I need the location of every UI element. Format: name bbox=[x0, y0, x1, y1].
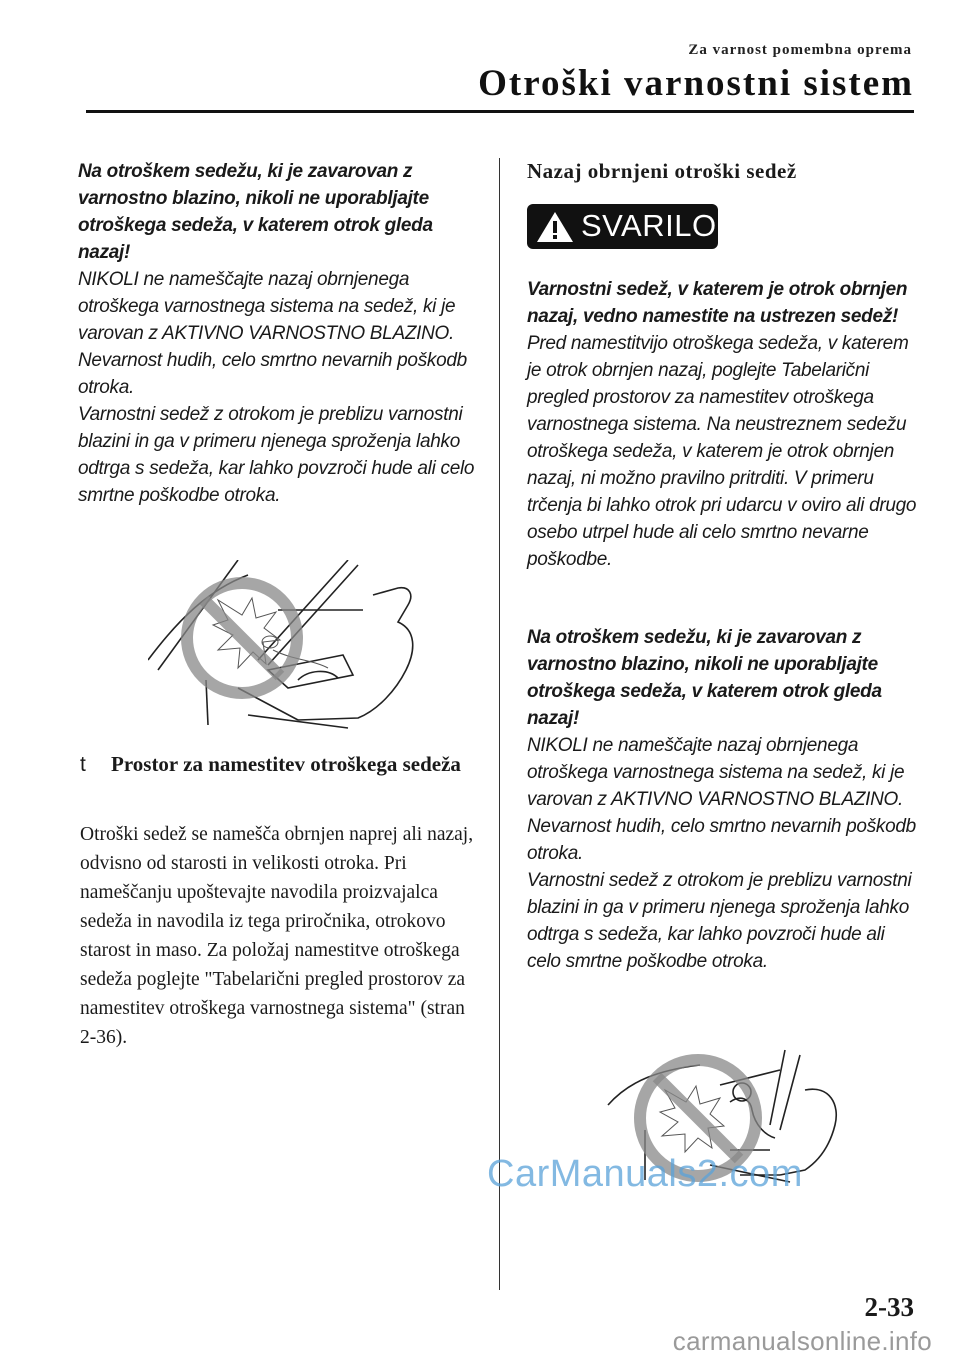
section-marker: t bbox=[80, 753, 86, 776]
right-warning-1-body: Pred namestitvijo otroškega sedeža, v katerem je otrok obrnjen nazaj, poglejte Tabelarični pregled prostorov za namestitev otroškega varnostnega sistema. Na neustreznem sedežu otroškega sedeža, v katerem je otrok obrnjen nazaj, ni možno pravilno pritrditi. V primeru trčenja bi lahko otrok pri udarcu v oviro ali drugo osebo utrpel hude ali celo smrtno nevarne poškodbe. bbox=[527, 333, 917, 570]
caution-label: SVARILO bbox=[581, 208, 717, 243]
section-body-text: Otroški sedež se namešča obrnjen naprej ali nazaj, odvisno od starosti in velikosti otroka. Pri nameščanju upoštevajte navodila proizvajalca sedeža in navodila iz tega priročnika, otrokovo starost in maso. Za položaj namestitve otroškega sedeža poglejte "Tabelarični pregled prostorov za namestitev otroškega varnostnega sistema" (stran 2-36). bbox=[80, 824, 474, 1048]
column-divider bbox=[499, 158, 500, 1290]
running-header-title: Otroški varnostni sistem bbox=[478, 63, 914, 104]
running-header-subtitle: Za varnost pomembna oprema bbox=[688, 42, 912, 58]
right-warning-block-1 bbox=[527, 276, 922, 573]
page-number: 2-33 bbox=[864, 1292, 914, 1322]
caution-badge bbox=[527, 204, 718, 249]
footer-watermark: carmanualsonline.info bbox=[672, 1326, 932, 1356]
rear-facing-seat-airbag-prohibited-icon bbox=[148, 560, 438, 730]
right-warning-2-body-2: Varnostni sedež z otrokom je preblizu varnostni blazini in ga v primeru njenega sproženja lahko odtrga s sedeža, kar lahko povzroči hude ali celo smrtne poškodbe otroka. bbox=[527, 870, 912, 972]
right-warning-block-2 bbox=[527, 624, 922, 975]
section-heading-seat-location bbox=[80, 750, 480, 779]
left-warning-block bbox=[78, 158, 476, 509]
right-warning-2-body: NIKOLI ne nameščajte nazaj obrnjenega otroškega varnostnega sistema na sedež, ki je varovan z AKTIVNO VARNOSTNO BLAZINO. Nevarnost hudih, celo smrtno nevarnih poškodb otroka. bbox=[527, 735, 916, 864]
section-heading-text: Prostor za namestitev otroškega sedeža bbox=[111, 752, 461, 776]
left-warning-body-2: Varnostni sedež z otrokom je preblizu varnostni blazini in ga v primeru njenega sproženja lahko odtrga s sedeža, kar lahko povzroči hude ali celo smrtne poškodbe otroka. bbox=[78, 404, 475, 506]
left-warning-body: NIKOLI ne nameščajte nazaj obrnjenega otroškega varnostnega sistema na sedež, ki je varovan z AKTIVNO VARNOSTNO BLAZINO. Nevarnost hudih, celo smrtno nevarnih poškodb otroka. bbox=[78, 269, 467, 398]
left-warning-title: Na otroškem sedežu, ki je zavarovan z varnostno blazino, nikoli ne uporabljajte otroškega sedeža, v katerem otrok gleda nazaj! bbox=[78, 161, 433, 263]
right-warning-1-title: Varnostni sedež, v katerem je otrok obrnjen nazaj, vedno namestite na ustrezen sedež! bbox=[527, 279, 908, 327]
right-heading: Nazaj obrnjeni otroški sedež bbox=[527, 159, 797, 183]
header-rule bbox=[86, 110, 914, 113]
right-warning-2-title: Na otroškem sedežu, ki je zavarovan z varnostno blazino, nikoli ne uporabljajte otroškega sedeža, v katerem otrok gleda nazaj! bbox=[527, 627, 882, 729]
carmanuals-watermark: CarManuals2.com bbox=[487, 1153, 803, 1195]
warning-triangle-icon bbox=[535, 210, 575, 244]
